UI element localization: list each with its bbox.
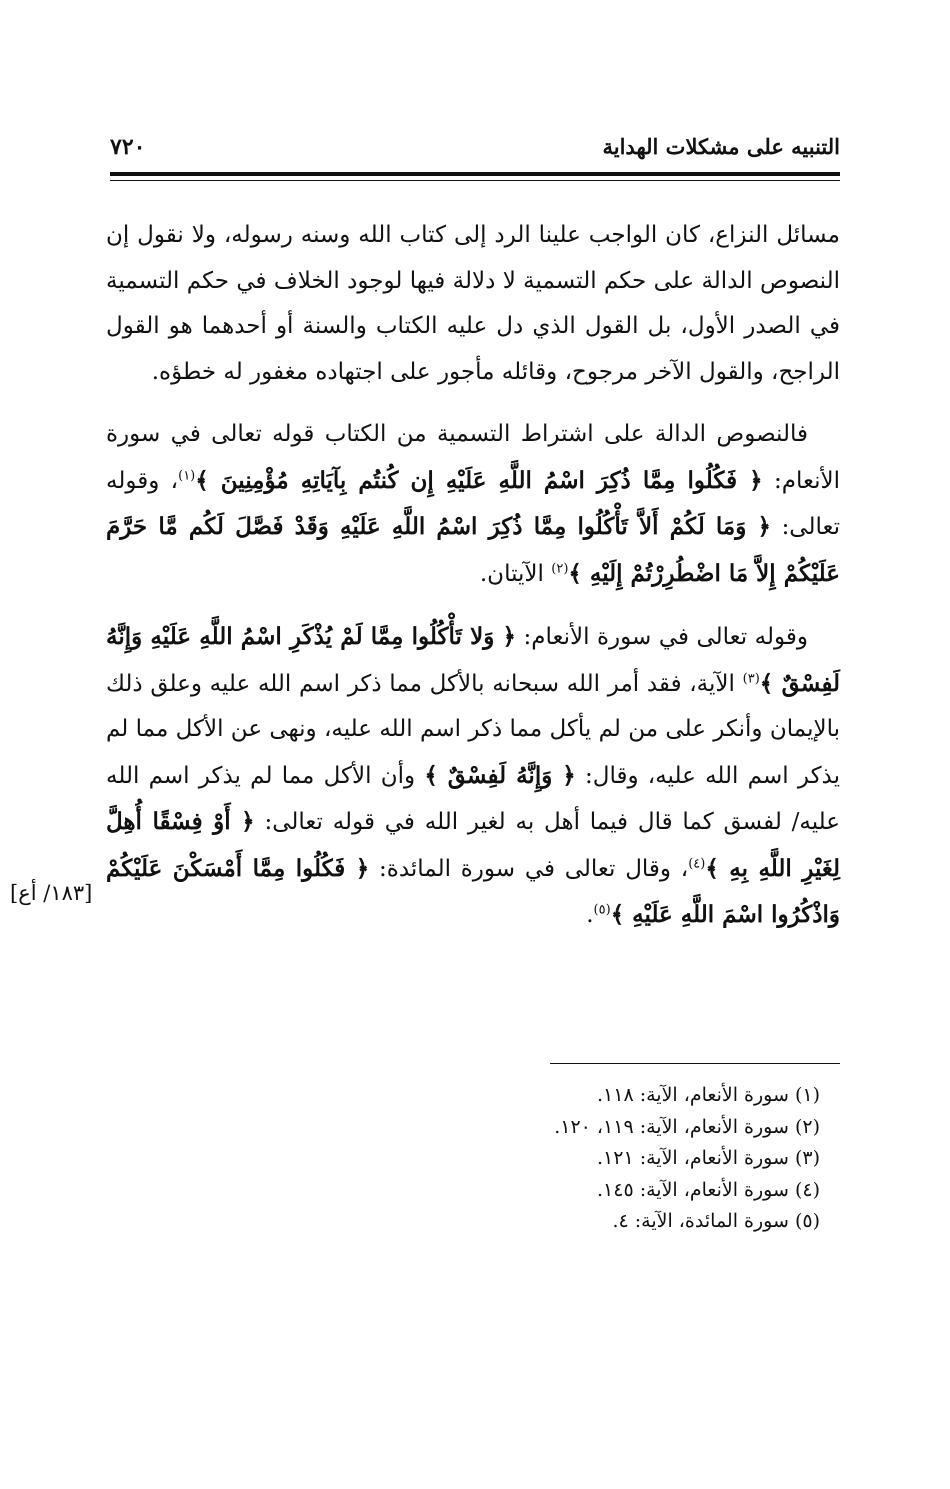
footnote: (١) سورة الأنعام، الآية: ١١٨. — [597, 1084, 820, 1106]
paragraph-3 — [106, 614, 840, 939]
page-number: ٧٢٠ — [110, 134, 146, 160]
text-run: الآيتان. — [479, 560, 544, 587]
text-run: ، وقوله تعالى: — [106, 467, 840, 540]
text-run: وأن الأكل مما لم يذكر اسم الله عليه/ لفسق كما قال فيما أهل به لغير الله في قوله تعالى: — [106, 762, 841, 835]
footnote: (٥) سورة المائدة، الآية: ٤. — [612, 1210, 820, 1232]
body-text — [106, 213, 840, 939]
quran-verse: ﴿ أَوْ فِسْقًا أُهِلَّ لِغَيْرِ اللَّهِ بِهِ ﴾ — [106, 808, 841, 882]
footnote-ref: (٢) — [551, 560, 569, 576]
text-run: . — [586, 902, 594, 928]
text-run: فالنصوص الدالة على اشتراط التسمية من الكتاب قوله تعالى في سورة الأنعام: — [106, 421, 840, 494]
header-rule — [110, 172, 840, 176]
manuscript-folio-marker: [١٨٣/ أع] — [10, 881, 93, 905]
footnote: (٢) سورة الأنعام، الآية: ١١٩، ١٢٠. — [554, 1115, 820, 1138]
text-run: ، وقال تعالى في سورة المائدة: — [379, 855, 689, 882]
text-run: الآية، فقد أمر الله سبحانه بالأكل مما ذكر اسم الله عليه وعلق ذلك بالإيمان وأنكر على من لم يأكل مما ذكر اسم الله عليه، ونهى عن الأكل مما لم يذكر اسم الله عليه، وقال: — [106, 670, 841, 789]
quran-verse: ﴿ فَكُلُوا مِمَّا ذُكِرَ اسْمُ اللَّهِ عَلَيْهِ إِن كُنتُم بِآيَاتِهِ مُؤْمِنِينَ ﴾ — [195, 466, 763, 494]
quran-verse: ﴿ وَلا تَأْكُلُوا مِمَّا لَمْ يُذْكَرِ اسْمُ اللَّهِ عَلَيْهِ وَإِنَّهُ لَفِسْقٌ ﴾ — [106, 623, 840, 697]
footnote-ref: (٥) — [593, 902, 611, 918]
footnote-divider — [550, 1063, 840, 1064]
quran-verse: ﴿ وَإِنَّهُ لَفِسْقٌ ﴾ — [424, 761, 576, 789]
quran-verse: ﴿ فَكُلُوا مِمَّا أَمْسَكْنَ عَلَيْكُمْ وَاذْكُرُوا اسْمَ اللَّهِ عَلَيْهِ ﴾ — [106, 854, 840, 928]
text-run: وقوله تعالى في سورة الأنعام: — [523, 624, 809, 650]
footnotes — [110, 1080, 820, 1238]
running-title: التنبيه على مشكلات الهداية — [602, 134, 840, 159]
footnote-ref: (١) — [178, 467, 196, 483]
header-rule-thin — [110, 180, 840, 181]
quran-verse: ﴿ وَمَا لَكُمْ أَلاَّ تَأْكُلُوا مِمَّا ذُكِرَ اسْمُ اللَّهِ عَلَيْهِ وَقَدْ فَصَّلَ لَكُم مَّا حَرَّمَ عَلَيْكُمْ إِلاَّ مَا اضْطُرِرْتُمْ إِلَيْهِ ﴾ — [106, 513, 840, 587]
footnote: (٤) سورة الأنعام، الآية: ١٤٥. — [597, 1178, 820, 1201]
running-header — [110, 128, 840, 168]
footnote: (٣) سورة الأنعام، الآية: ١٢١. — [597, 1147, 820, 1169]
footnote-ref: (٣) — [742, 670, 760, 686]
paragraph-1: مسائل النزاع، كان الواجب علينا الرد إلى كتاب الله وسنه رسوله، ولا نقول إن النصوص الدالة على حكم التسمية لا دلالة فيها لوجود الخلاف في حكم التسمية في الصدر الأول، بل القول الذي دل عليه الكتاب والسنة أو أحدهما هو القول الراجح، والقول الآخر مرجوح، وقائله مأجور على اجتهاده مغفور له خطؤه. — [106, 222, 840, 385]
paragraph-2 — [106, 412, 840, 597]
footnote-ref: (٤) — [688, 855, 706, 871]
